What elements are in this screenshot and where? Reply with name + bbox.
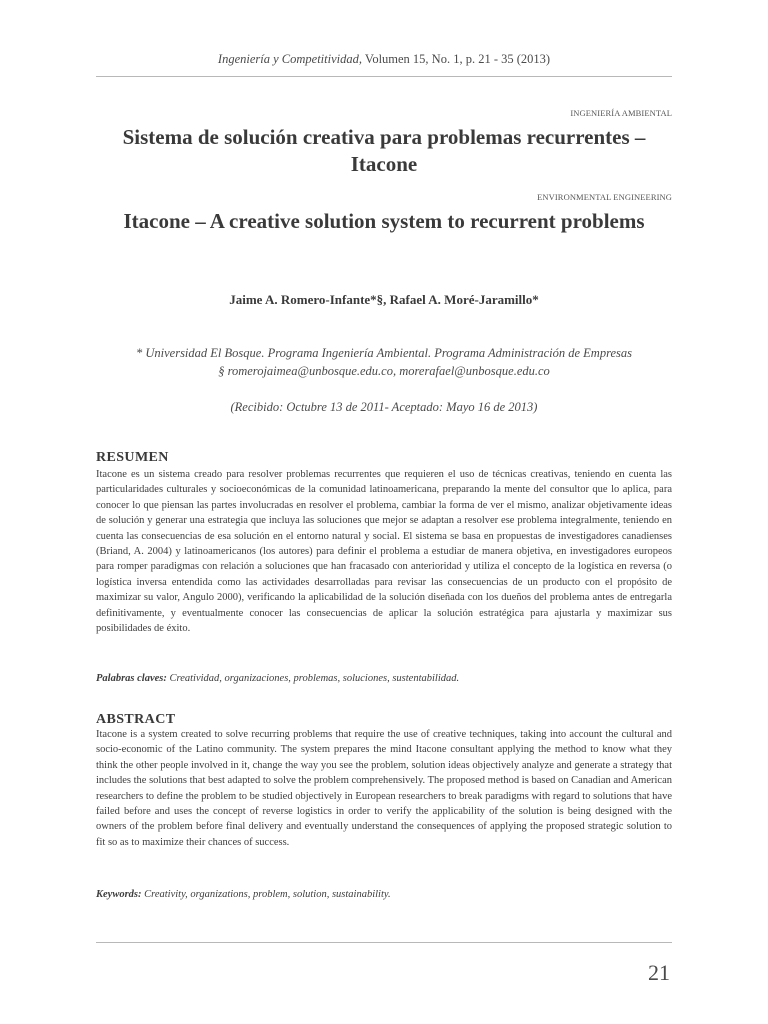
keywords-text: Creativity, organizations, problem, solution, sustainability. bbox=[141, 889, 391, 900]
journal-citation: Volumen 15, No. 1, p. 21 - 35 (2013) bbox=[362, 52, 551, 66]
resumen-heading: RESUMEN bbox=[96, 450, 169, 465]
received-accepted-dates: (Recibido: Octubre 13 de 2011- Aceptado: Mayo 16 de 2013) bbox=[230, 400, 538, 414]
resumen-text: Itacone es un sistema creado para resolver problemas recurrentes que requieren el uso de técnicas creativas, teniendo en cuenta las particularidades culturales y socioeconómicas de la comunidad latinoamericana, preparando la mente del consultor que lo aplica, para conocer lo que piensan las partes involucradas en resolver el problema, cambiar la forma de ver el mismo, analizar objetivamente ideas de solución y generar una estrategia que incluya las soluciones que mejor se adaptan a resolver ese problema integralmente, teniendo en cuenta las consecuencias de esa solución en el entorno natural y social. El sistema se basa en propuestas de investigadores canadienses (Briand, A. 2004) y latinoamericanos (los autores) para definir el problema a estudiar de manera objetiva, en investigadores europeos para romper paradigmas con relación a soluciones que han fracasado con anterioridad y utiliza el concepto de la logística en reversa (o logística inversa entendida como las actividades desarrolladas para revisar las consecuencias de un producto con el propósito de maximizar su valor, Angulo 2000), verificando la aplicabilidad de la solución diseñada con los dueños del problema antes de entregarla definitivamente, y eventualmente conocer las consecuencias de aplicar la solución estratégica para ajustarla y maximizar sus posibilidades de éxito. bbox=[96, 469, 672, 635]
header-divider bbox=[96, 76, 672, 77]
page-number: 21 bbox=[648, 960, 670, 985]
title-es: Sistema de solución creativa para problemas recurrentes – Itacone bbox=[122, 125, 646, 176]
affiliation-block bbox=[96, 344, 672, 380]
palabras-claves-label: Palabras claves: bbox=[96, 673, 167, 684]
affiliation: * Universidad El Bosque. Programa Ingeniería Ambiental. Programa Administración de Empresas bbox=[135, 346, 633, 360]
title-en: Itacone – A creative solution system to recurrent problems bbox=[123, 209, 645, 233]
abstract-text: Itacone is a system created to solve recurring problems that require the use of creative techniques, taking into account the cultural and socio-economic of the Latino community. The system prepares the mind Itacone consultant applying the method to know what they think the other people involved in it, change the way you see the problem, solution ideas objectively analyze and generate a strategy that includes the solutions that best adapted to solve the problem comprehensively. The proposed method is based on Canadian and American researchers to define the problem to be studied objectively in European researchers to break paradigms with regard to solutions that have failed before and uses the concept of reverse logistics in order to verify the applicability of the solution is being designed with the owners of the problem before final delivery and eventually understand the consequences of applying the proposed strategic solution to fit so as to maximize their chances of success. bbox=[96, 729, 672, 848]
author-emails: § romerojaimea@unbosque.edu.co, morerafael@unbosque.edu.co bbox=[218, 364, 550, 378]
palabras-claves bbox=[96, 673, 672, 684]
abstract-heading: ABSTRACT bbox=[96, 712, 176, 727]
area-tag-es: INGENIERÍA AMBIENTAL bbox=[570, 108, 672, 118]
authors: Jaime A. Romero-Infante*§, Rafael A. Moré-Jaramillo* bbox=[229, 292, 539, 307]
keywords bbox=[96, 889, 672, 900]
footer-divider bbox=[96, 942, 672, 943]
area-tag-en: ENVIRONMENTAL ENGINEERING bbox=[537, 192, 672, 202]
journal-name: Ingeniería y Competitividad, bbox=[217, 52, 362, 66]
journal-header bbox=[0, 52, 768, 67]
keywords-label: Keywords: bbox=[96, 889, 142, 900]
palabras-claves-text: Creatividad, organizaciones, problemas, soluciones, sustentabilidad. bbox=[166, 673, 460, 684]
